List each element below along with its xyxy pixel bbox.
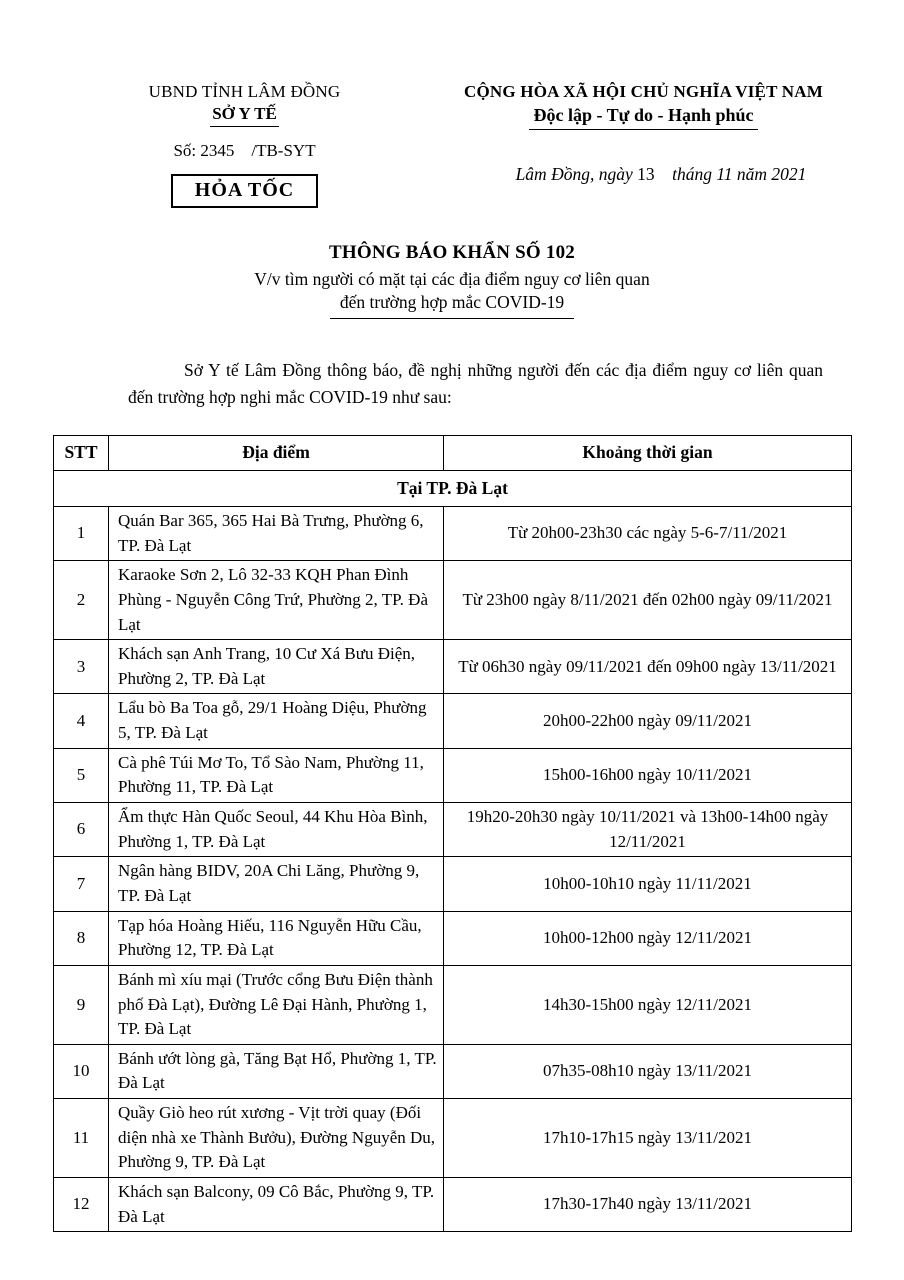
- document-header: [53, 82, 851, 208]
- issuing-org-block: [53, 82, 436, 208]
- cell-time: 19h20-20h30 ngày 10/11/2021 và 13h00-14h00 ngày 12/11/2021: [444, 803, 852, 857]
- document-title-block: [53, 242, 851, 319]
- table-row: [54, 803, 852, 857]
- org-name: [53, 104, 436, 127]
- column-header-location: Địa điểm: [109, 436, 444, 470]
- table-row: [54, 694, 852, 748]
- cell-time: 15h00-16h00 ngày 10/11/2021: [444, 748, 852, 802]
- cell-location: Bánh mì xíu mại (Trước cổng Bưu Điện thành phố Đà Lạt), Đường Lê Đại Hành, Phường 1, TP. Đà Lạt: [109, 965, 444, 1044]
- cell-time: 17h30-17h40 ngày 13/11/2021: [444, 1178, 852, 1232]
- document-number: Số: 2345 /TB-SYT: [173, 141, 316, 160]
- cell-location: Cà phê Túi Mơ To, Tổ Sào Nam, Phường 11, Phường 11, TP. Đà Lạt: [109, 748, 444, 802]
- cell-time: Từ 23h00 ngày 8/11/2021 đến 02h00 ngày 09/11/2021: [444, 561, 852, 640]
- cell-stt: 10: [54, 1044, 109, 1098]
- urgency-stamp-wrap: [53, 174, 436, 208]
- cell-time: Từ 06h30 ngày 09/11/2021 đến 09h00 ngày 13/11/2021: [444, 640, 852, 694]
- document-subtitle-line2: [53, 292, 851, 319]
- risk-table-head: [54, 436, 852, 507]
- table-row: [54, 640, 852, 694]
- cell-stt: 9: [54, 965, 109, 1044]
- date-day: 13: [637, 164, 655, 184]
- national-motto: [436, 105, 851, 130]
- org-name-text: SỞ Y TẾ: [210, 104, 279, 127]
- document-subtitle-line2-text: đến trường hợp mắc COVID-19: [330, 292, 574, 319]
- cell-location: Karaoke Sơn 2, Lô 32-33 KQH Phan Đình Phùng - Nguyễn Công Trứ, Phường 2, TP. Đà Lạt: [109, 561, 444, 640]
- table-row: [54, 748, 852, 802]
- table-row: [54, 1178, 852, 1232]
- table-row: [54, 965, 852, 1044]
- place-date-line: [436, 143, 851, 206]
- table-row: [54, 911, 852, 965]
- cell-stt: 4: [54, 694, 109, 748]
- cell-location: Quán Bar 365, 365 Hai Bà Trưng, Phường 6, TP. Đà Lạt: [109, 507, 444, 561]
- cell-stt: 5: [54, 748, 109, 802]
- cell-location: Tạp hóa Hoàng Hiếu, 116 Nguyễn Hữu Cầu, Phường 12, TP. Đà Lạt: [109, 911, 444, 965]
- table-row: [54, 857, 852, 911]
- cell-location: Khách sạn Anh Trang, 10 Cư Xá Bưu Điện, Phường 2, TP. Đà Lạt: [109, 640, 444, 694]
- cell-stt: 6: [54, 803, 109, 857]
- document-title: THÔNG BÁO KHẨN SỐ 102: [329, 242, 575, 263]
- cell-time: 10h00-10h10 ngày 11/11/2021: [444, 857, 852, 911]
- table-row: [54, 1044, 852, 1098]
- place-date-prefix: Lâm Đồng, ngày: [515, 164, 638, 184]
- national-header-block: [436, 82, 851, 208]
- cell-location: Lẩu bò Ba Toa gỗ, 29/1 Hoàng Diệu, Phường 5, TP. Đà Lạt: [109, 694, 444, 748]
- cell-time: 17h10-17h15 ngày 13/11/2021: [444, 1099, 852, 1178]
- table-section-label: Tại TP. Đà Lạt: [54, 470, 852, 506]
- cell-location: Quầy Giò heo rút xương - Vịt trời quay (Đối diện nhà xe Thành Bưởu), Đường Nguyễn Du, Phường 9, TP. Đà Lạt: [109, 1099, 444, 1178]
- urgency-stamp: HỎA TỐC: [171, 174, 318, 208]
- risk-locations-table: [53, 435, 852, 1232]
- cell-stt: 8: [54, 911, 109, 965]
- cell-stt: 2: [54, 561, 109, 640]
- table-row: [54, 1099, 852, 1178]
- risk-table-body: [54, 507, 852, 1232]
- intro-paragraph: Sở Y tế Lâm Đồng thông báo, đề nghị những người đến các địa điểm nguy cơ liên quan đến trường hợp nghi mắc COVID-19 như sau:: [128, 360, 823, 408]
- cell-location: Khách sạn Balcony, 09 Cô Bắc, Phường 9, TP. Đà Lạt: [109, 1178, 444, 1232]
- cell-stt: 7: [54, 857, 109, 911]
- table-row: [54, 561, 852, 640]
- cell-stt: 11: [54, 1099, 109, 1178]
- table-section-row: [54, 470, 852, 506]
- cell-location: Bánh ướt lòng gà, Tăng Bạt Hổ, Phường 1, TP. Đà Lạt: [109, 1044, 444, 1098]
- cell-stt: 12: [54, 1178, 109, 1232]
- document-subtitle-line1: V/v tìm người có mặt tại các địa điểm nguy cơ liên quan: [254, 269, 650, 289]
- cell-time: 20h00-22h00 ngày 09/11/2021: [444, 694, 852, 748]
- national-motto-text: Độc lập - Tự do - Hạnh phúc: [529, 105, 757, 130]
- cell-time: 07h35-08h10 ngày 13/11/2021: [444, 1044, 852, 1098]
- cell-stt: 1: [54, 507, 109, 561]
- national-name: CỘNG HÒA XÃ HỘI CHỦ NGHĨA VIỆT NAM: [464, 82, 823, 101]
- column-header-time: Khoảng thời gian: [444, 436, 852, 470]
- cell-time: 14h30-15h00 ngày 12/11/2021: [444, 965, 852, 1044]
- cell-time: 10h00-12h00 ngày 12/11/2021: [444, 911, 852, 965]
- cell-time: Từ 20h00-23h30 các ngày 5-6-7/11/2021: [444, 507, 852, 561]
- cell-location: Ngân hàng BIDV, 20A Chi Lăng, Phường 9, TP. Đà Lạt: [109, 857, 444, 911]
- date-suffix: tháng 11 năm 2021: [654, 164, 807, 184]
- org-parent-name: UBND TỈNH LÂM ĐỒNG: [148, 82, 341, 101]
- table-row: [54, 507, 852, 561]
- column-header-stt: STT: [54, 436, 109, 470]
- table-header-row: [54, 436, 852, 470]
- cell-stt: 3: [54, 640, 109, 694]
- cell-location: Ẩm thực Hàn Quốc Seoul, 44 Khu Hòa Bình, Phường 1, TP. Đà Lạt: [109, 803, 444, 857]
